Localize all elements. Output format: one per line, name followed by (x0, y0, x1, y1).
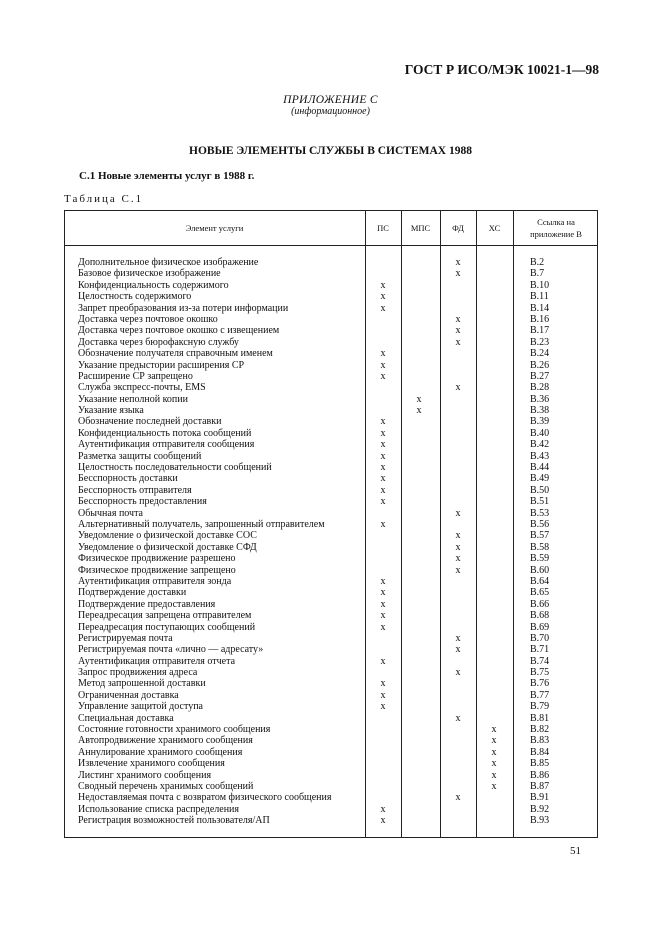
column-header-xc: ХС (488, 222, 501, 233)
mark-fd: x (455, 564, 461, 576)
mark-xc: x (491, 735, 497, 747)
mark-pc: x (380, 348, 386, 360)
table-row (64, 382, 598, 393)
row-name: Уведомление о физической доставке СОС (78, 530, 257, 542)
row-reference: B.81 (530, 712, 550, 724)
mark-pc: x (380, 359, 386, 371)
section-title: Новые элементы услуг в 1988 г. (97, 170, 255, 182)
mark-fd: x (455, 667, 461, 679)
table-body (64, 257, 598, 827)
row-reference: B.71 (530, 644, 550, 656)
row-reference: B.60 (530, 564, 550, 576)
row-reference: B.64 (530, 575, 550, 587)
row-reference: B.82 (530, 724, 550, 736)
column-header-pc: ПС (377, 222, 389, 233)
row-name: Бесспорность отправителя (78, 484, 192, 496)
row-name: Целостность последовательности сообщений (78, 462, 272, 474)
row-name: Дополнительное физическое изображение (78, 257, 259, 268)
row-reference: B.7 (530, 268, 545, 280)
table-row (64, 280, 598, 291)
mark-pc: x (380, 427, 386, 439)
mark-pc: x (380, 439, 386, 451)
mark-fd: x (455, 792, 461, 804)
table-row (64, 576, 598, 587)
mark-pc: x (380, 370, 386, 382)
row-reference: B.43 (530, 450, 550, 462)
page-number: 51 (570, 845, 581, 857)
row-name: Базовое физическое изображение (78, 268, 221, 280)
table-row (64, 416, 598, 427)
mark-pc: x (380, 473, 386, 485)
row-reference: B.68 (530, 610, 550, 622)
document-header: ГОСТ Р ИСО/МЭК 10021-1—98 (404, 62, 599, 77)
mark-fd: x (455, 257, 461, 268)
row-name: Доставка через почтовое окошко с извещением (78, 325, 280, 337)
table-bottom-rule (64, 837, 598, 838)
row-reference: B.86 (530, 769, 550, 781)
row-reference: B.56 (530, 518, 550, 530)
mark-pc: x (380, 610, 386, 622)
row-name: Указание предыстории расширения СР (78, 359, 245, 371)
row-name: Переадресация поступающих сообщений (78, 621, 256, 633)
row-reference: B.16 (530, 313, 550, 325)
mark-xc: x (491, 746, 497, 758)
mark-xc: x (491, 769, 497, 781)
row-name: Ограниченная доставка (78, 689, 179, 701)
row-name: Состояние готовности хранимого сообщения (78, 724, 271, 736)
row-name: Обозначение получателя справочным именем (78, 348, 273, 360)
table-row (64, 690, 598, 701)
mark-mpc: x (416, 393, 422, 405)
mark-pc: x (380, 302, 386, 314)
table-row (64, 439, 598, 450)
row-name: Аутентификация отправителя отчета (78, 655, 236, 667)
table-row (64, 428, 598, 439)
row-reference: B.38 (530, 405, 550, 417)
mark-pc: x (380, 484, 386, 496)
row-name: Физическое продвижение запрещено (78, 564, 236, 576)
mark-fd: x (455, 644, 461, 656)
table-row (64, 747, 598, 758)
row-name: Доставка через бюрофаксную службу (78, 336, 239, 348)
table-row (64, 337, 598, 348)
table-row (64, 496, 598, 507)
table-row (64, 724, 598, 735)
row-name: Специальная доставка (78, 712, 174, 724)
row-reference: B.23 (530, 336, 550, 348)
services-table (64, 210, 598, 838)
row-reference: B.92 (530, 803, 550, 815)
mark-pc: x (380, 416, 386, 428)
row-name: Бесспорность доставки (78, 473, 178, 485)
row-name: Обычная почта (78, 507, 143, 519)
table-row (64, 485, 598, 496)
mark-pc: x (380, 518, 386, 530)
row-reference: B.85 (530, 758, 550, 770)
mark-pc: x (380, 655, 386, 667)
table-row (64, 542, 598, 553)
table-row (64, 792, 598, 803)
row-reference: B.69 (530, 621, 550, 633)
row-reference: B.39 (530, 416, 550, 428)
mark-xc: x (491, 724, 497, 736)
mark-pc: x (380, 291, 386, 303)
row-reference: B.75 (530, 667, 550, 679)
table-row (64, 553, 598, 564)
row-reference: B.14 (530, 302, 550, 314)
row-reference: B.28 (530, 382, 550, 394)
table-row (64, 701, 598, 712)
row-name: Альтернативный получатель, запрошенный отправителем (78, 518, 325, 530)
mark-pc: x (380, 678, 386, 690)
row-reference: B.11 (530, 291, 549, 303)
row-reference: B.87 (530, 780, 550, 792)
row-name: Запрет преобразования из-за потери информации (78, 302, 289, 314)
row-name: Регистрируемая почта (78, 632, 173, 644)
mark-pc: x (380, 621, 386, 633)
mark-fd: x (455, 325, 461, 337)
row-reference: B.79 (530, 701, 550, 713)
mark-xc: x (491, 758, 497, 770)
table-row (64, 325, 598, 336)
table-row (64, 303, 598, 314)
mark-mpc: x (416, 405, 422, 417)
row-reference: B.70 (530, 632, 550, 644)
mark-fd: x (455, 541, 461, 553)
row-name: Целостность содержимого (78, 291, 192, 303)
row-reference: B.74 (530, 655, 550, 667)
mark-pc: x (380, 575, 386, 587)
column-header-ref: Ссылка на приложение В (530, 216, 582, 239)
row-name: Расширение СР запрещено (78, 370, 193, 382)
row-reference: B.65 (530, 587, 550, 599)
column-header-mpc: МПС (410, 222, 431, 233)
mark-fd: x (455, 530, 461, 542)
row-reference: B.49 (530, 473, 550, 485)
row-name: Недоставляемая почта с возвратом физического сообщения (78, 792, 332, 804)
row-reference: B.53 (530, 507, 550, 519)
row-reference: B.2 (530, 257, 545, 268)
row-reference: B.26 (530, 359, 550, 371)
table-row (64, 804, 598, 815)
table-row (64, 587, 598, 598)
row-name: Метод запрошенной доставки (78, 678, 206, 690)
row-name: Конфиденциальность потока сообщений (78, 427, 252, 439)
table-header-rule (64, 245, 598, 246)
mark-pc: x (380, 689, 386, 701)
row-reference: B.10 (530, 279, 550, 291)
section-number: С.1 (79, 170, 96, 182)
table-row (64, 530, 598, 541)
row-name: Подтверждение доставки (78, 587, 187, 599)
row-name: Указание языка (78, 405, 144, 417)
row-name: Извлечение хранимого сообщения (78, 758, 225, 770)
row-reference: B.91 (530, 792, 550, 804)
mark-fd: x (455, 632, 461, 644)
table-row (64, 644, 598, 655)
table-row (64, 394, 598, 405)
row-reference: B.66 (530, 598, 550, 610)
mark-fd: x (455, 336, 461, 348)
mark-pc: x (380, 450, 386, 462)
table-row (64, 405, 598, 416)
table-row (64, 473, 598, 484)
table-row (64, 815, 598, 826)
mark-fd: x (455, 313, 461, 325)
row-name: Бесспорность предоставления (78, 496, 207, 508)
table-row (64, 268, 598, 279)
table-row (64, 678, 598, 689)
row-reference: B.51 (530, 496, 550, 508)
row-reference: B.84 (530, 746, 550, 758)
table-caption: Таблица С.1 (64, 193, 144, 205)
row-name: Физическое продвижение разрешено (78, 553, 236, 565)
row-reference: B.50 (530, 484, 550, 496)
mark-fd: x (455, 382, 461, 394)
mark-pc: x (380, 496, 386, 508)
mark-fd: x (455, 712, 461, 724)
row-name: Аутентификация отправителя сообщения (78, 439, 255, 451)
table-row (64, 599, 598, 610)
mark-pc: x (380, 587, 386, 599)
row-name: Служба экспресс-почты, EMS (78, 382, 206, 394)
row-reference: B.36 (530, 393, 550, 405)
row-name: Регистрация возможностей пользователя/АП (78, 815, 270, 827)
appendix-title: ПРИЛОЖЕНИЕ С (283, 94, 378, 106)
table-row (64, 656, 598, 667)
table-row (64, 360, 598, 371)
table-row (64, 781, 598, 792)
row-reference: B.93 (530, 815, 550, 827)
table-row (64, 735, 598, 746)
mark-pc: x (380, 598, 386, 610)
table-row (64, 519, 598, 530)
table-row (64, 622, 598, 633)
appendix-subtitle: (информационное) (291, 106, 370, 117)
table-row (64, 371, 598, 382)
row-name: Листинг хранимого сообщения (78, 769, 212, 781)
row-name: Конфиденциальность содержимого (78, 279, 229, 291)
row-reference: B.83 (530, 735, 550, 747)
table-row (64, 462, 598, 473)
mark-xc: x (491, 780, 497, 792)
table-row (64, 257, 598, 268)
table-row (64, 314, 598, 325)
row-reference: B.77 (530, 689, 550, 701)
table-row (64, 565, 598, 576)
row-name: Сводный перечень хранимых сообщений (78, 780, 254, 792)
table-row (64, 667, 598, 678)
row-reference: B.44 (530, 462, 550, 474)
row-name: Управление защитой доступа (78, 701, 203, 713)
row-reference: B.59 (530, 553, 550, 565)
table-row (64, 713, 598, 724)
row-name: Запрос продвижения адреса (78, 667, 198, 679)
table-row (64, 610, 598, 621)
mark-pc: x (380, 462, 386, 474)
row-reference: B.58 (530, 541, 550, 553)
mark-fd: x (455, 268, 461, 280)
table-row (64, 758, 598, 769)
row-reference: B.24 (530, 348, 550, 360)
column-header-fd: ФД (452, 222, 464, 233)
section-heading (79, 170, 254, 182)
row-reference: B.57 (530, 530, 550, 542)
row-name: Автопродвижение хранимого сообщения (78, 735, 253, 747)
row-reference: B.76 (530, 678, 550, 690)
mark-pc: x (380, 279, 386, 291)
table-row (64, 508, 598, 519)
row-name: Аутентификация отправителя зонда (78, 575, 232, 587)
mark-pc: x (380, 701, 386, 713)
row-name: Регистрируемая почта «лично — адресату» (78, 644, 264, 656)
row-name: Доставка через почтовое окошко (78, 313, 218, 325)
mark-pc: x (380, 803, 386, 815)
mark-fd: x (455, 507, 461, 519)
mark-pc: x (380, 815, 386, 827)
row-name: Разметка защиты сообщений (78, 450, 202, 462)
table-row (64, 348, 598, 359)
column-header-element: Элемент услуги (185, 222, 244, 233)
row-name: Аннулирование хранимого сообщения (78, 746, 243, 758)
table-row (64, 451, 598, 462)
mark-fd: x (455, 553, 461, 565)
row-name: Обозначение последней доставки (78, 416, 222, 428)
row-name: Переадресация запрещена отправителем (78, 610, 252, 622)
main-title: НОВЫЕ ЭЛЕМЕНТЫ СЛУЖБЫ В СИСТЕМАХ 1988 (189, 145, 472, 157)
table-row (64, 633, 598, 644)
row-reference: B.17 (530, 325, 550, 337)
row-name: Указание неполной копии (78, 393, 188, 405)
row-reference: B.27 (530, 370, 550, 382)
row-reference: B.42 (530, 439, 550, 451)
row-name: Уведомление о физической доставке СФД (78, 541, 257, 553)
row-name: Использование списка распределения (78, 803, 240, 815)
row-reference: B.40 (530, 427, 550, 439)
table-row (64, 770, 598, 781)
table-row (64, 291, 598, 302)
row-name: Подтверждение предоставления (78, 598, 216, 610)
